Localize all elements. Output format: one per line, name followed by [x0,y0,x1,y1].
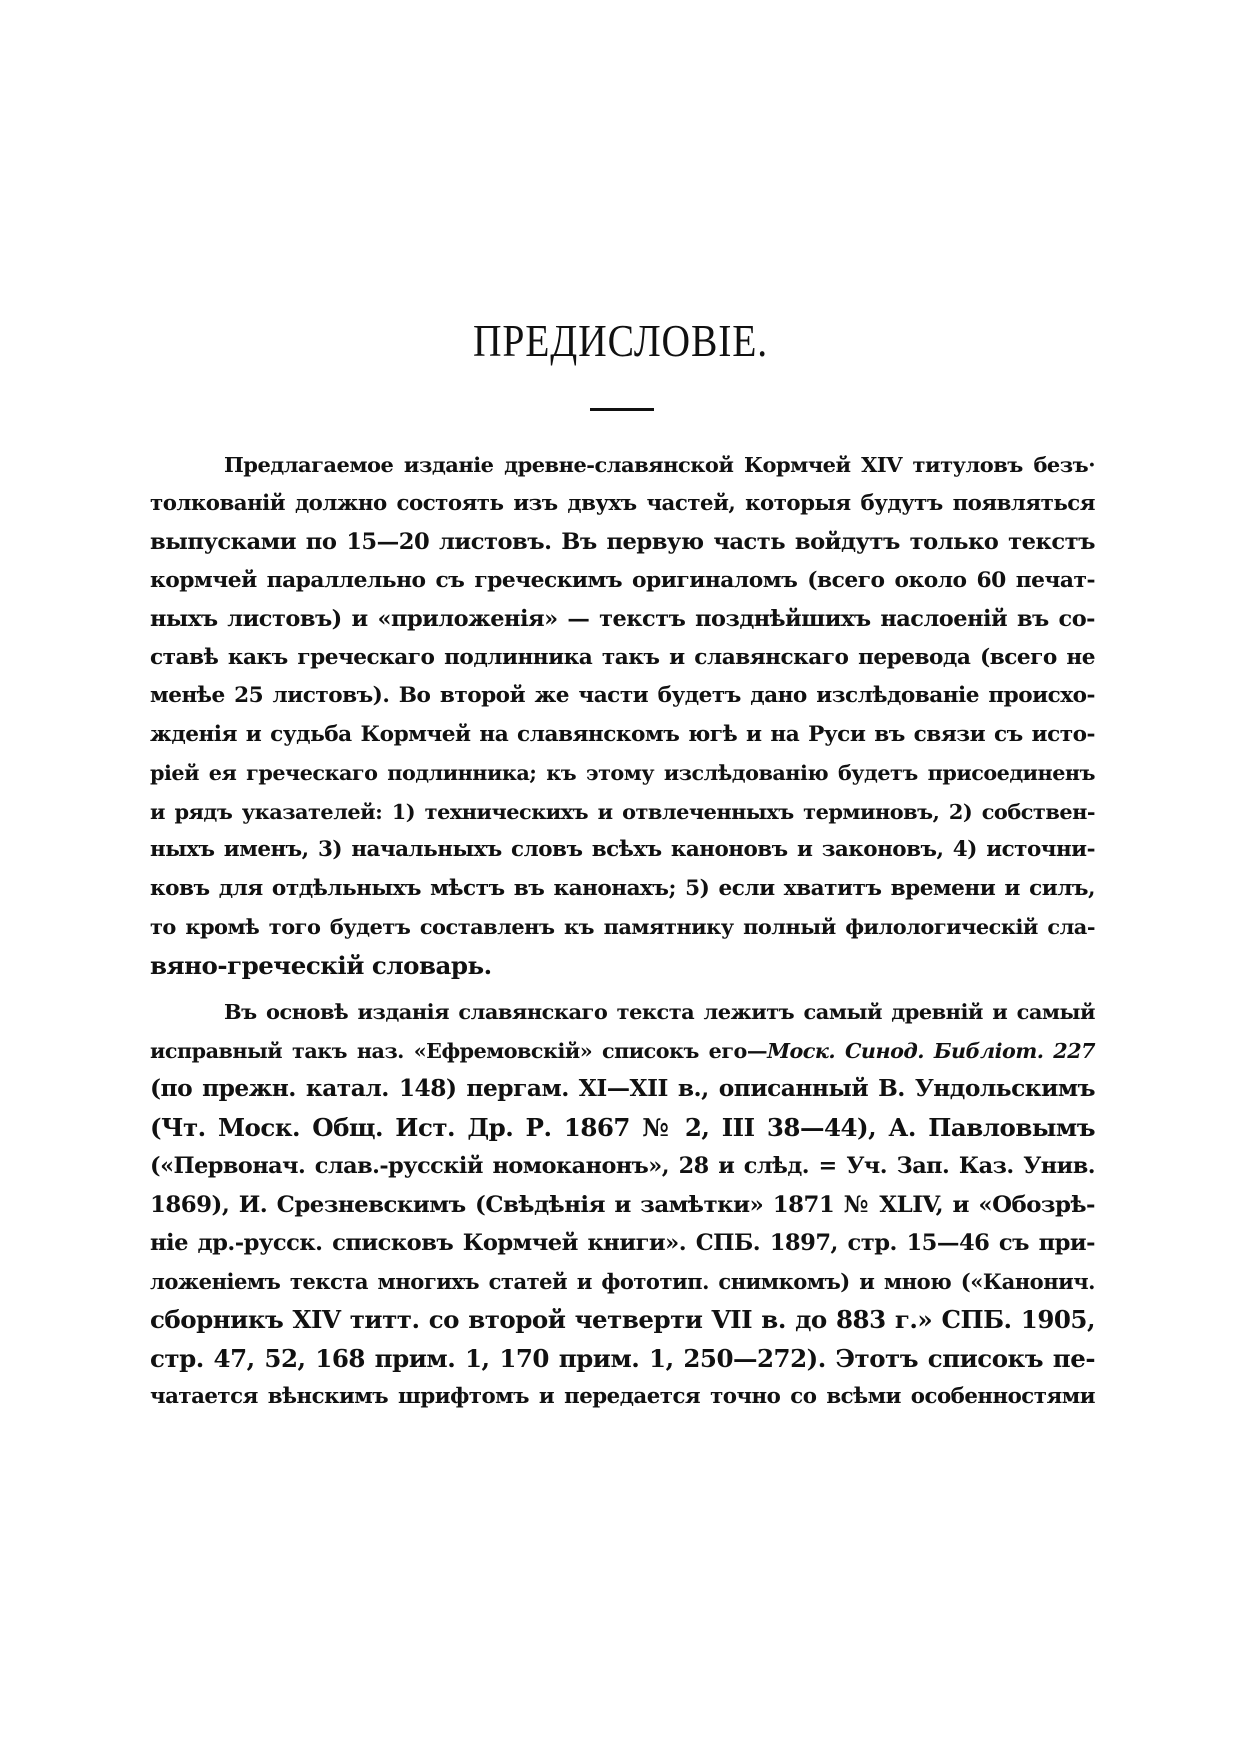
text-line: ставѣ какъ греческаго подлинника такъ и славянскаго перевода (всего не [150,644,1095,670]
text-line: стр. 47, 52, 168 прим. 1, 170 прим. 1, 250—272). Этотъ списокъ пе- [150,1343,1095,1373]
text-line: Въ основѣ изданія славянскаго текста лежитъ самый древній и самый [224,999,1095,1024]
text-line: кормчей параллельно съ греческимъ оригиналомъ (всего около 60 печат- [150,567,1095,593]
paragraph-gap [150,985,1095,993]
text-line: ложеніемъ текста многихъ статей и фототип. снимкомъ) и мною («Канонич. [150,1268,1095,1294]
text-line: ныхъ именъ, 3) начальныхъ словъ всѣхъ каноновъ и законовъ, 4) источни- [150,837,1095,862]
text-line: чатается вѣнскимъ шрифтомъ и передается точно со всѣми особенностями [150,1384,1095,1409]
text-line: (Чт. Моск. Общ. Ист. Др. Р. 1867 № 2, III 38—44), А. Павловымъ [150,1112,1095,1142]
text-line: ніе др.-русск. списковъ Кормчей книги». СПБ. 1897, стр. 15—46 съ при- [150,1230,1095,1256]
text-line: вяно-греческій словарь. [150,950,492,980]
page-title: ПРЕДИСЛОВІЕ. [472,315,769,366]
text-line: жденія и судьба Кормчей на славянскомъ югѣ и на Руси въ связи съ исто- [150,721,1095,747]
body-text [150,446,1095,1417]
text-line: менѣе 25 листовъ). Во второй же части будетъ дано изслѣдованіе происхо- [150,683,1095,708]
text-run: исправный такъ наз. «Ефремовскій» списокъ его— [150,1038,768,1063]
paragraph-1 [150,446,1095,985]
text-line [150,1032,1095,1071]
text-line: («Первонач. слав.-русскій номоканонъ», 28 и слѣд. = Уч. Зап. Каз. Унив. [150,1153,1095,1179]
text-line: Предлагаемое изданіе древне-славянской Кормчей XIV титуловъ безъ· [224,452,1095,477]
text-line: 1869), И. Срезневскимъ (Свѣдѣнія и замѣтки» 1871 № XLIV, и «Обозрѣ- [150,1191,1095,1218]
text-line: толкованій должно состоять изъ двухъ частей, которыя будутъ появляться [150,490,1095,516]
paragraph-2 [150,993,1095,1417]
text-line: ныхъ листовъ) и «приложенія» — текстъ позднѣйшихъ наслоеній въ со- [150,606,1095,632]
text-line: ріей ея греческаго подлинника; къ этому изслѣдованію будетъ присоединенъ [150,761,1095,785]
text-line: то кромѣ того будетъ составленъ къ памятнику полный филологическій сла- [150,914,1095,939]
text-line: выпусками по 15—20 листовъ. Въ первую часть войдутъ только текстъ [150,529,1095,555]
text-line: ковъ для отдѣльныхъ мѣстъ въ канонахъ; 5) если хватитъ времени и силъ, [150,875,1095,901]
text-line: (по прежн. катал. 148) пергам. XI—XII в., описанный В. Ундольскимъ [150,1075,1095,1102]
italic-citation: Моск. Синод. Библіот. 227 [767,1038,1096,1063]
text-line: сборникъ XIV титт. со второй четверти VII в. до 883 г.» СПБ. 1905, [150,1305,1095,1334]
text-line: и рядъ указателей: 1) техническихъ и отвлеченныхъ терминовъ, 2) собствен- [150,798,1095,824]
title-rule [590,408,654,411]
